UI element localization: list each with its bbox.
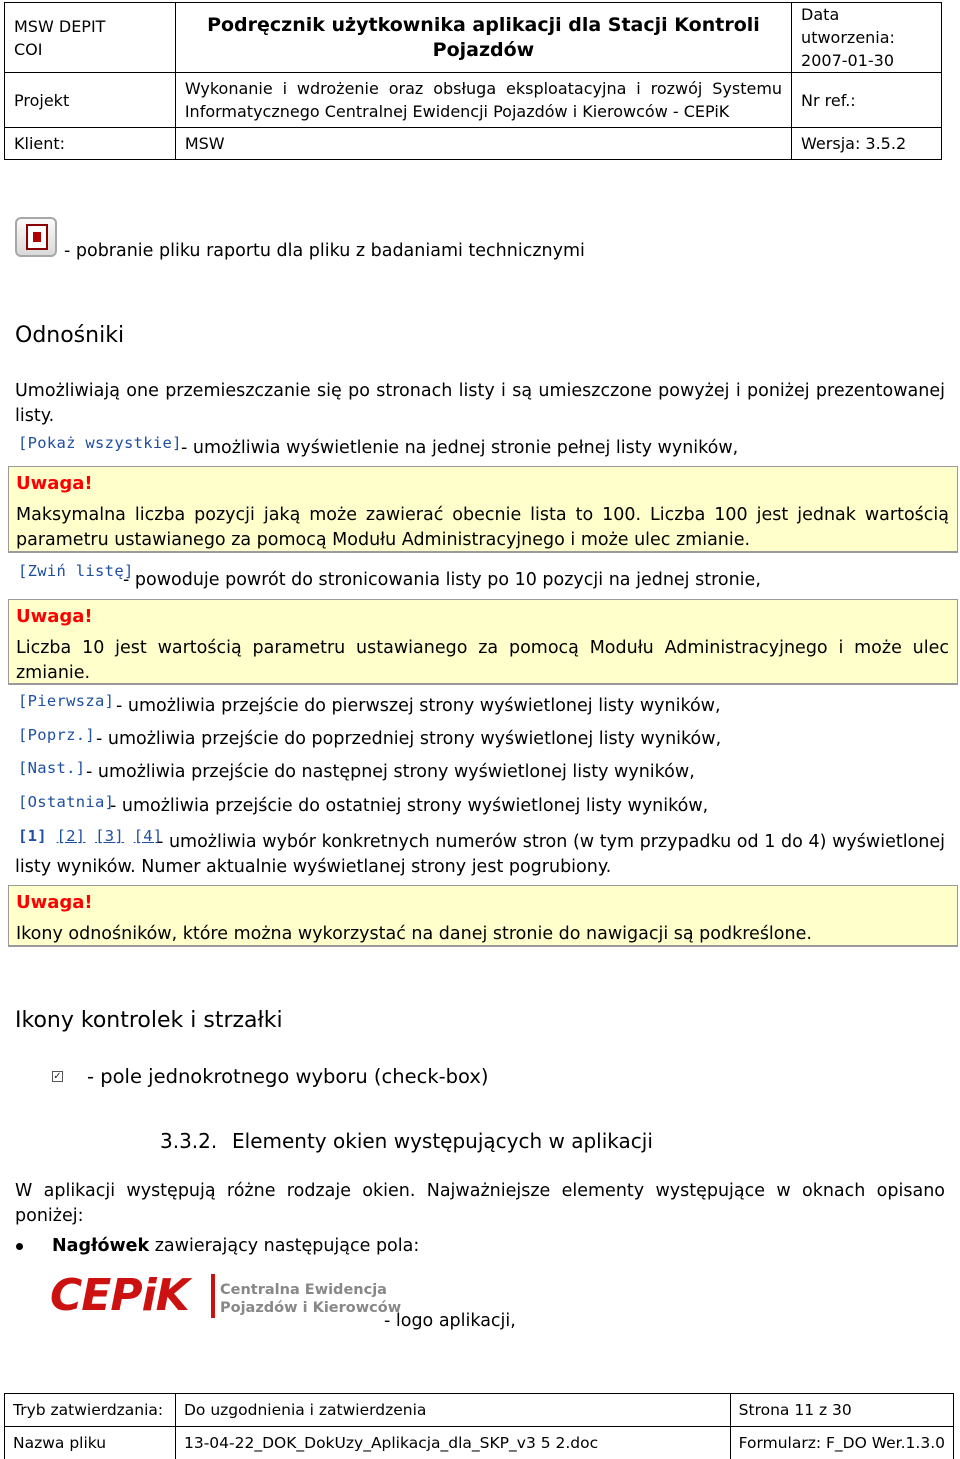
- prev-page-desc: - umożliwia przejście do poprzedniej strony wyświetlonej listy wyników,: [96, 729, 722, 749]
- warning-note-underlined: [8, 885, 958, 947]
- show-all-link[interactable]: [Pokaż wszystkie]: [18, 434, 182, 452]
- next-page-desc: - umożliwia przejście do następnej strony wyświetlonej listy wyników,: [86, 762, 695, 782]
- last-page-link[interactable]: [Ostatnia]: [18, 793, 115, 811]
- subsection-heading: Elementy okien występujących w aplikacji: [232, 1129, 653, 1153]
- first-page-desc: - umożliwia przejście do pierwszej strony wyświetlonej listy wyników,: [116, 696, 721, 716]
- document-footer: [4, 1393, 954, 1459]
- warning-title: Uwaga!: [16, 892, 93, 913]
- footer-file-value: 13-04-22_DOK_DokUzy_Aplikacja_dla_SKP_v3 5 2.doc: [175, 1427, 730, 1459]
- section-heading-controls: Ikony kontrolek i strzałki: [15, 1008, 283, 1033]
- header-project-value: Wykonanie i wdrożenie oraz obsługa eksploatacyjna i rozwój Systemu Informatycznego Centralnej Ewidencji Pojazdów i Kierowców - CEPiK: [175, 73, 791, 128]
- footer-file-label: Nazwa pliku: [5, 1427, 176, 1459]
- header-version: Wersja: 3.5.2: [792, 128, 942, 160]
- next-page-link[interactable]: [Nast.]: [18, 759, 86, 777]
- download-icon-desc: - pobranie pliku raportu dla pliku z badaniami technicznymi: [64, 241, 585, 261]
- footer-approval-label: Tryb zatwierdzania:: [5, 1394, 176, 1427]
- section-heading-links: Odnośniki: [15, 323, 125, 348]
- links-intro: Umożliwiają one przemieszczanie się po stronach listy i są umieszczone powyżej i poniżej prezentowanej listy.: [15, 381, 945, 426]
- download-report-icon: [15, 217, 57, 257]
- warning-note-max-items: [8, 466, 958, 553]
- header-created: Data utworzenia: 2007-01-30: [792, 3, 942, 73]
- header-project-label: Projekt: [5, 73, 176, 128]
- footer-form: Formularz: F_DO Wer.1.3.0: [730, 1427, 953, 1459]
- header-org: MSW DEPIT COI: [5, 3, 176, 73]
- warning-note-page-size: [8, 599, 958, 685]
- prev-page-link[interactable]: [Poprz.]: [18, 726, 96, 744]
- windows-intro: W aplikacji występują różne rodzaje okien. Najważniejsze elementy występujące w oknach opisano poniżej:: [15, 1181, 945, 1226]
- collapse-list-desc: - powoduje powrót do stronicowania listy po 10 pozycji na jednej stronie,: [123, 570, 761, 590]
- warning-text: Liczba 10 jest wartością parametru ustawianego za pomocą Modułu Administracyjnego i może ulec zmianie.: [16, 638, 949, 683]
- document-header: [4, 2, 942, 160]
- header-ref: Nr ref.:: [792, 73, 942, 128]
- warning-text: Maksymalna liczba pozycji jaką może zawierać obecnie lista to 100. Liczba 100 jest jednak wartością parametru ustawianego za pomocą Modułu Administracyjnego i może ulec zmianie.: [16, 505, 949, 550]
- cepik-logo: CEPiK Centralna Ewidencja Pojazdów i Kierowców: [50, 1270, 402, 1321]
- header-client-label: Klient:: [5, 128, 176, 160]
- header-doc-title: Podręcznik użytkownika aplikacji dla Stacji Kontroli Pojazdów: [175, 3, 791, 73]
- header-client-value: MSW: [175, 128, 791, 160]
- warning-title: Uwaga!: [16, 606, 93, 627]
- page-link-4[interactable]: [4]: [133, 827, 163, 845]
- bullet-dot: [16, 1243, 23, 1250]
- collapse-list-link[interactable]: [Zwiń listę]: [18, 562, 134, 580]
- page-link-2[interactable]: [2]: [56, 827, 86, 845]
- checkbox-desc: - pole jednokrotnego wyboru (check-box): [87, 1065, 489, 1088]
- checkbox-icon: ✓: [53, 1071, 62, 1082]
- last-page-desc: - umożliwia przejście do ostatniej strony wyświetlonej listy wyników,: [110, 796, 709, 816]
- show-all-desc: - umożliwia wyświetlenie na jednej stronie pełnej listy wyników,: [181, 438, 739, 458]
- footer-page: Strona 11 z 30: [730, 1394, 953, 1427]
- page-link-3[interactable]: [3]: [95, 827, 124, 845]
- subsection-number: 3.3.2.: [160, 1129, 218, 1153]
- warning-text: Ikony odnośników, które można wykorzystać na danej stronie do nawigacji są podkreślone.: [16, 924, 812, 944]
- bullet-header-fields: Nagłówek zawierający następujące pola:: [52, 1236, 420, 1256]
- warning-title: Uwaga!: [16, 473, 93, 494]
- first-page-link[interactable]: [Pierwsza]: [18, 692, 115, 710]
- page-link-1[interactable]: [1]: [18, 827, 47, 845]
- logo-desc: - logo aplikacji,: [384, 1311, 516, 1331]
- footer-approval-value: Do uzgodnienia i zatwierdzenia: [175, 1394, 730, 1427]
- page-numbers-desc: - umożliwia wybór konkretnych numerów stron (w tym przypadku od 1 do 4) wyświetlonej listy wyników. Numer aktualnie wyświetlanej strony jest pogrubiony.: [15, 832, 945, 877]
